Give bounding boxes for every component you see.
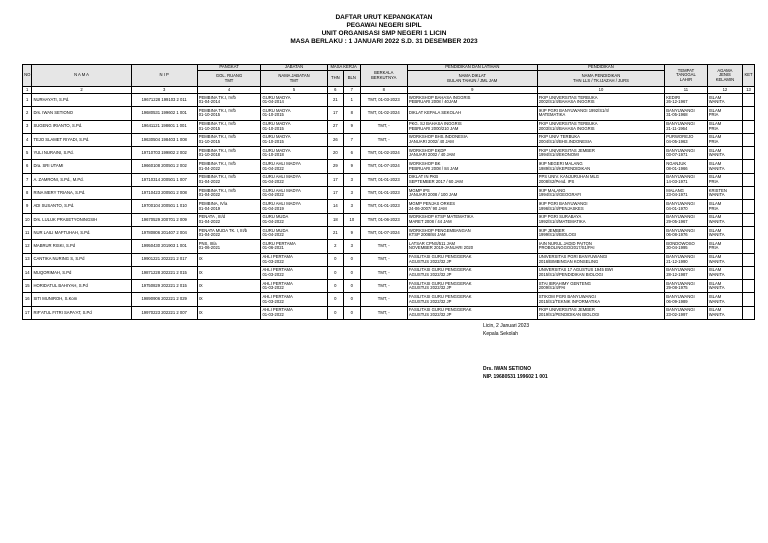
col-ket: KET: [743, 65, 755, 87]
table-row: [23, 280, 755, 293]
table-row: [23, 187, 755, 200]
col-bln: BLN: [344, 71, 361, 87]
table-cell: Drs. IWAN SETIONO: [32, 107, 131, 120]
table-cell: BANYUWANGI 31-05-1968: [665, 107, 708, 120]
table-cell: ISLAM PRIA: [707, 200, 742, 213]
table-cell: 19660108 200501 2 002: [131, 160, 197, 173]
table-cell: PURWOREJO 04-05-1963: [665, 133, 708, 146]
table-cell: KRISTEN WANITA: [707, 187, 742, 200]
table-cell: DIKLAT KEPALA SEKOLAH: [407, 107, 537, 120]
table-cell: PENATA MUDA TK. I, III/b 01-04-2022: [197, 226, 261, 239]
table-cell: 6: [23, 160, 32, 173]
table-cell: TMT, -: [360, 133, 407, 146]
table-cell: GURU MADYA 01-04-2014: [261, 94, 327, 107]
table-row: [23, 173, 755, 186]
table-cell: PEMBINA TK.I, IV/b 01-04-2022: [197, 160, 261, 173]
table-cell: ISLAM WANITA: [707, 280, 742, 293]
table-cell: TMT, -: [360, 120, 407, 133]
table-cell: MGMP IPS JANUARI 2008 / 100 JAM: [407, 187, 537, 200]
table-cell: ISLAM PRIA: [707, 240, 742, 253]
table-cell: 29: [327, 160, 344, 173]
table-cell: 19670529 200701 2 009: [131, 213, 197, 226]
table-row: [23, 226, 755, 239]
signature-role: Kepala Sekolah: [483, 331, 519, 337]
table-cell: GURU MUDA 01-04-2022: [261, 226, 327, 239]
table-cell: NURHAYATI, S.Pd.: [32, 94, 131, 107]
table-cell: [743, 266, 755, 279]
table-cell: IKIP PGRI BANYUWANGI 1992/S1/4/ MATEMATIKA: [537, 107, 665, 120]
table-row: [23, 160, 755, 173]
table-cell: SITI MUNIROH, S.Kom: [32, 293, 131, 306]
table-cell: 19671228 199103 2 011: [131, 94, 197, 107]
table-cell: [743, 240, 755, 253]
table-cell: BANYUWANGI 06-08-1976: [665, 226, 708, 239]
table-cell: 4: [23, 133, 32, 146]
table-cell: IX: [197, 306, 261, 319]
table-cell: 3: [344, 240, 361, 253]
table-cell: 19970223 202221 2 007: [131, 306, 197, 319]
table-cell: 17: [23, 306, 32, 319]
table-cell: FASILITASI GURU PENGGERAK AGUSTUS 2022/32 JP: [407, 293, 537, 306]
table-cell: IKIP NEGERI MALANG 1989/S1/4/KEPENDIDIKAN: [537, 160, 665, 173]
table-cell: GURU MADYA 01-10-2018: [261, 147, 327, 160]
table-cell: 0: [344, 253, 361, 266]
table-cell: TMT, 01-01-2023: [360, 200, 407, 213]
table-cell: BANYUWANGI 29-05-1967: [665, 213, 708, 226]
table-cell: PEMBINA TK.I, IV/b 01-04-2022: [197, 173, 261, 186]
table-cell: AHLI PERTAMA 01-03-2022: [261, 253, 327, 266]
table-cell: SUGENG IRIANTO, S.Pd.: [32, 120, 131, 133]
table-cell: PNS, III/a 01-06-2021: [197, 240, 261, 253]
table-cell: [743, 226, 755, 239]
table-cell: BANYUWANGI 03-07-1971: [665, 147, 708, 160]
table-cell: PPS UNIV. KANJURUHAN MLG 2008/S2/Pend. IPS: [537, 173, 665, 186]
table-cell: TMT, -: [360, 266, 407, 279]
table-cell: 17: [327, 107, 344, 120]
table-cell: BANYUWANGI 21-12-1990: [665, 253, 708, 266]
table-row: [23, 293, 755, 306]
table-cell: IAIN NURUL JADID PAITON PROBOLINGGO/2017/S1/PAI: [537, 240, 665, 253]
table-cell: 9: [23, 200, 32, 213]
table-cell: ISLAM WANITA: [707, 266, 742, 279]
table-cell: 0: [327, 306, 344, 319]
table-cell: TMT, -: [360, 306, 407, 319]
table-cell: 0: [327, 293, 344, 306]
table-cell: 19750829 202221 2 015: [131, 280, 197, 293]
table-cell: MABRUR RISKI, S.Pd: [32, 240, 131, 253]
table-cell: 0: [327, 253, 344, 266]
table-cell: 3: [23, 120, 32, 133]
table-cell: 27: [327, 120, 344, 133]
table-cell: ISLAM WANITA: [707, 306, 742, 319]
table-cell: FKIP UNIVERSITAS JEMBER 1994/S1/4/EKONOMI: [537, 147, 665, 160]
table-cell: 19950430 201903 1 001: [131, 240, 197, 253]
table-cell: NUR LAILI MAFTUHAH, S.Pd.: [32, 226, 131, 239]
signature-name: Drs. IWAN SETIONO: [483, 366, 532, 372]
table-cell: [743, 120, 755, 133]
table-cell: GURU MADYA 01-10-2015: [261, 120, 327, 133]
col-nama-jabatan: NAMA JABATAN TMT: [261, 71, 327, 87]
table-cell: TMT, 01-07-2024: [360, 226, 407, 239]
table-cell: 8: [344, 107, 361, 120]
table-cell: 19890906 202221 2 029: [131, 293, 197, 306]
table-cell: IKIP JEMBER 1999/S1/4/BIOLOGI: [537, 226, 665, 239]
table-cell: AHLI PERTAMA 01-03-2022: [261, 280, 327, 293]
table-cell: IKIP PGRI SURABAYA 1992/S1/4/MATEMATIKA: [537, 213, 665, 226]
table-cell: 21: [327, 226, 344, 239]
table-cell: WORKSHOP PENGEMBANGAN KTSP 2008/84 JAM: [407, 226, 537, 239]
table-cell: 19630504 198403 1 008: [131, 133, 197, 146]
table-cell: Dra. SRI UTAMI: [32, 160, 131, 173]
table-cell: 19780806 201407 2 004: [131, 226, 197, 239]
table-cell: 17: [327, 173, 344, 186]
table-cell: 5: [23, 147, 32, 160]
table-cell: [743, 107, 755, 120]
table-cell: DIKLAT IN PKB SEPTEMBER 2017 / 60 JAM: [407, 173, 537, 186]
table-cell: MALANG 23-04-1971: [665, 187, 708, 200]
table-cell: [743, 160, 755, 173]
table-row: [23, 253, 755, 266]
table-cell: PEMBINA TK.I, IV/b 01-10-2018: [197, 147, 261, 160]
table-cell: 0: [327, 280, 344, 293]
table-cell: [743, 147, 755, 160]
table-cell: 19710703 199802 2 002: [131, 147, 197, 160]
table-row: [23, 107, 755, 120]
col-berkala: BERKALA BERKUTNYA: [360, 65, 407, 87]
table-cell: KEDIRI 26-12-1967: [665, 94, 708, 107]
table-row: [23, 133, 755, 146]
table-cell: 2: [23, 107, 32, 120]
table-cell: FASILITASI GURU PENGGERAK AGUSTUS 2022/32 JP: [407, 266, 537, 279]
table-cell: WORKSHOP BAHASA INGGRIS PEBRUARI 2008 / 40JAM: [407, 94, 537, 107]
table-cell: TMT, 01-06-2023: [360, 213, 407, 226]
table-cell: TMT, 01-01-2023: [360, 173, 407, 186]
doc-title-1: DAFTAR URUT KEPANGKATAN: [335, 14, 433, 21]
table-cell: TMT, 01-07-2024: [360, 160, 407, 173]
table-cell: ISLAM WANITA: [707, 147, 742, 160]
table-cell: 8: [23, 187, 32, 200]
table-cell: GURU AHLI MADYA 01-04-2019: [261, 200, 327, 213]
table-cell: 26: [327, 133, 344, 146]
table-cell: TEJO SLAMET RIYADI, S.Pd.: [32, 133, 131, 146]
table-row: [23, 306, 755, 319]
table-cell: AHLI PERTAMA 01-03-2022: [261, 306, 327, 319]
table-cell: 9: [344, 120, 361, 133]
table-cell: IX: [197, 266, 261, 279]
table-cell: 19710423 200501 2 008: [131, 187, 197, 200]
table-row: [23, 240, 755, 253]
table-cell: 20: [327, 147, 344, 160]
table-cell: PEMBINA TK.I, IV/b 01-10-2015: [197, 133, 261, 146]
doc-title-3: UNIT ORGANISASI SMP NEGERI 1 LICIN: [321, 30, 447, 37]
doc-title-2: PEGAWAI NEGERI SIPIL: [346, 22, 422, 29]
col-agama: AGAMA JENIS KELAMIN: [707, 65, 742, 87]
table-cell: 14: [327, 200, 344, 213]
table-cell: BANYUWANGI 29-08-1975: [665, 280, 708, 293]
table-cell: 0: [344, 306, 361, 319]
table-cell: ISLAM PRIA: [707, 107, 742, 120]
table-cell: IKIP PGRI BANYUWANGI 1996/S1/4/PENJASKES: [537, 200, 665, 213]
table-cell: ISLAM PRIA: [707, 133, 742, 146]
table-cell: HORIDATUL BAHIYAH, S.Pd: [32, 280, 131, 293]
table-cell: UNIVERSITAS 17 AGUSTUS 1945 BWI 2015/S1/4/PENDIDIKAN BIOLOGI: [537, 266, 665, 279]
table-cell: IX: [197, 280, 261, 293]
table-cell: BANYUWANGI 04-01-1970: [665, 200, 708, 213]
table-cell: BONDOWOSO 30-04-1995: [665, 240, 708, 253]
table-cell: TMT, 01-02-2024: [360, 107, 407, 120]
table-cell: TMT, 01-01-2023: [360, 187, 407, 200]
rank-table: [22, 64, 755, 320]
table-cell: ISLAM WANITA: [707, 160, 742, 173]
col-nama-diklat: NAMA DIKLAT BULAN TAHUN / JML JAM: [407, 71, 537, 87]
table-cell: 7: [23, 173, 32, 186]
table-row: [23, 94, 755, 107]
table-cell: 15: [23, 280, 32, 293]
table-cell: MGMP PENJAS ORKES 24-06-2007/ 90 JAM: [407, 200, 537, 213]
table-cell: IKIP MALANG 1994/S1/4/GEOGRAFI: [537, 187, 665, 200]
table-cell: 21: [327, 94, 344, 107]
table-cell: 16: [23, 293, 32, 306]
table-cell: AHLI PERTAMA 01-03-2022: [261, 266, 327, 279]
table-cell: [743, 253, 755, 266]
table-cell: [743, 213, 755, 226]
col-thn: THN: [327, 71, 344, 87]
table-cell: IX: [197, 253, 261, 266]
table-cell: MUQORIMAH, S.Pd: [32, 266, 131, 279]
col-nama-pendidikan: NAMA PENDIDIKAN THN LLS / TK.IJAZAH / JURS: [537, 71, 665, 87]
table-cell: BANYUWANGI 21-11-1964: [665, 120, 708, 133]
table-cell: 13: [23, 253, 32, 266]
table-cell: ISLAM WANITA: [707, 253, 742, 266]
table-cell: [743, 280, 755, 293]
table-cell: GURU PERTAMA 01-06-2021: [261, 240, 327, 253]
table-cell: PEMBINA, IV/a 01-04-2019: [197, 200, 261, 213]
signature-nip: NIP. 19680531 199602 1 001: [483, 374, 548, 380]
table-cell: FKIP UNIVERSITAS TERBUKA 2003/S1/4/BAHASA INGGRIS: [537, 120, 665, 133]
table-cell: ISLAM WANITA: [707, 213, 742, 226]
table-cell: 18: [327, 213, 344, 226]
signature-place-date: Licin, 2 Januari 2023: [483, 323, 530, 329]
table-cell: 9: [344, 226, 361, 239]
col-tempat: TEMPAT TANGGAL LAHIR: [665, 65, 708, 87]
table-cell: 6: [344, 147, 361, 160]
table-cell: ISLAM PRIA: [707, 173, 742, 186]
table-cell: PEMBINA TK.I, IV/b 01-10-2015: [197, 120, 261, 133]
table-row: [23, 200, 755, 213]
table-cell: GURU AHLI MADYA 01-04-2022: [261, 173, 327, 186]
table-cell: 0: [327, 266, 344, 279]
table-cell: NGANJUK 08-01-1966: [665, 160, 708, 173]
col-pendidikan: PENDIDIKAN: [537, 65, 665, 71]
table-cell: PEMBINA TK.I, IV/b 01-04-2022: [197, 187, 261, 200]
table-cell: RINA MERY TRIANA, S.Pd.: [32, 187, 131, 200]
table-cell: UNIVERSITAS PGRI BANYUWANGI 2016/BIMBINGAN KONSELING: [537, 253, 665, 266]
table-cell: TMT, -: [360, 253, 407, 266]
table-cell: TMT, -: [360, 240, 407, 253]
table-cell: 17: [327, 187, 344, 200]
table-row: [23, 266, 755, 279]
table-cell: WORKSHOP EKDP JANUARI 2002 / 40 JAM: [407, 147, 537, 160]
table-cell: [743, 293, 755, 306]
table-cell: FASILITASI GURU PENGGERAK AGUSTUS 2022/32 JP: [407, 253, 537, 266]
col-nip: N I P: [131, 65, 197, 87]
table-cell: ISLAM WANITA: [707, 94, 742, 107]
table-cell: GURU MUDA 01-04-2022: [261, 213, 327, 226]
table-cell: 1: [344, 94, 361, 107]
table-cell: ISLAM WANITA: [707, 293, 742, 306]
table-cell: FKIP UNIVERSITAS TERBUKA 2002/S1/4/BAHASA INGGRIS: [537, 94, 665, 107]
table-cell: LATSAR CPNS/511 JAM NOVEMBER 2019-JANUARI 2020: [407, 240, 537, 253]
col-masa-kerja: MASA KERJA: [327, 65, 360, 71]
table-cell: FASILITASI GURU PENGGERAK AGUSTUS 2022/32 JP: [407, 280, 537, 293]
table-row: [23, 120, 755, 133]
table-cell: Drs. LULUK PRASETYONINGSIH: [32, 213, 131, 226]
table-cell: 19710314 200501 1 007: [131, 173, 197, 186]
table-cell: IX: [197, 293, 261, 306]
col-gol: GOL. RUANG TMT: [197, 71, 261, 87]
table-cell: ISLAM WANITA: [707, 226, 742, 239]
table-cell: AHLI PERTAMA 01-03-2022: [261, 293, 327, 306]
table-cell: 10: [23, 213, 32, 226]
table-cell: GURU MADYA 01-10-2015: [261, 133, 327, 146]
table-cell: 19680531 199602 1 001: [131, 107, 197, 120]
table-cell: 0: [344, 280, 361, 293]
table-cell: FKIP UNIV TERBUKA 2004/S1/4/BHS.INDONESIA: [537, 133, 665, 146]
col-nama: N A M A: [32, 65, 131, 87]
table-cell: TMT, -: [360, 280, 407, 293]
table-cell: [743, 200, 755, 213]
col-pangkat: PANGKAT: [197, 65, 261, 71]
table-cell: 7: [344, 133, 361, 146]
table-cell: 19871228 202221 2 015: [131, 266, 197, 279]
table-cell: CANTIKA NURING S, S.Pd: [32, 253, 131, 266]
table-cell: PENATA , III/d 01-04-2022: [197, 213, 261, 226]
table-cell: WORKSHOP KTSP MATEMATIKA MARET 2008 / 44 JAM: [407, 213, 537, 226]
table-cell: ADI SUSANTO, S.Pd.: [32, 200, 131, 213]
table-cell: STAI IBRAHIMY GENTENG 2009/S1/4/PAI: [537, 280, 665, 293]
table-cell: 9: [344, 160, 361, 173]
table-cell: TMT, 01-02-2024: [360, 147, 407, 160]
table-cell: FKIP UNIVERSITAS JEMBER 2019/S1/PENDIDIKAN BIOLOGI: [537, 306, 665, 319]
table-cell: STIKOM PGRI BANYUWANGI 2015/S1/TEKNIK INFORMATIKA: [537, 293, 665, 306]
table-cell: GURU AHLI MADYA 01-04-2022: [261, 160, 327, 173]
table-cell: WORKSHOP BHS.INDONESIA JANUARI 2002/ 40 JAM: [407, 133, 537, 146]
table-cell: RIF'ATUL FITRI SAPA'AT, S.Pd: [32, 306, 131, 319]
table-cell: 2: [327, 240, 344, 253]
table-cell: [743, 133, 755, 146]
table-cell: 3: [344, 187, 361, 200]
col-no: NO: [23, 65, 32, 87]
table-cell: 10: [344, 213, 361, 226]
table-cell: [743, 173, 755, 186]
table-cell: 0: [344, 293, 361, 306]
table-cell: BANYUWANGI 23-02-1997: [665, 306, 708, 319]
table-cell: 3: [344, 200, 361, 213]
table-cell: [743, 306, 755, 319]
table-cell: 19641121 198601 1 001: [131, 120, 197, 133]
table-cell: GURU AHLI MADYA 01-04-2022: [261, 187, 327, 200]
col-diklat: PENDIDIKAN DAN LATIHAN: [407, 65, 537, 71]
table-cell: [743, 94, 755, 107]
col-jabatan: JABATAN: [261, 65, 327, 71]
table-cell: ISLAM PRIA: [707, 120, 742, 133]
table-cell: YULI NURAINI, S.Pd.: [32, 147, 131, 160]
column-number-row: 1 2 3 4 5 6 7 8 9 10 11 12 13: [23, 87, 755, 94]
table-cell: BANYUWANGI 06-09-1989: [665, 293, 708, 306]
table-cell: WORKSHOP BK PEBRUARI 2008 / 84 JAM: [407, 160, 537, 173]
table-cell: PKG. SJ BAHASA INGGRIS PEBRUARI 2000/210 JAM: [407, 120, 537, 133]
table-cell: PEMBINA TK.I, IV/b 01-04-2014: [197, 94, 261, 107]
table-cell: FASILITASI GURU PENGGERAK AGUSTUS 2022/32 JP: [407, 306, 537, 319]
table-cell: TMT, -: [360, 293, 407, 306]
table-row: [23, 147, 755, 160]
table-cell: BANYUWANGI 28-12-1987: [665, 266, 708, 279]
table-cell: GURU MADYA 01-10-2015: [261, 107, 327, 120]
table-row: [23, 213, 755, 226]
table-cell: 1: [23, 94, 32, 107]
table-cell: PEMBINA TK.I, IV/b 01-10-2015: [197, 107, 261, 120]
table-cell: 11: [23, 226, 32, 239]
doc-title-4: MASA BERLAKU : 1 JANUARI 2022 S.D. 31 DESEMBER 2023: [290, 38, 478, 45]
table-cell: 0: [344, 266, 361, 279]
table-cell: [743, 187, 755, 200]
table-cell: 3: [344, 173, 361, 186]
table-cell: 14: [23, 266, 32, 279]
table-cell: A. ZAMRONI, S.Pd., M.Pd.: [32, 173, 131, 186]
table-cell: 19700104 200501 1 010: [131, 200, 197, 213]
table-cell: 19901221 202221 2 017: [131, 253, 197, 266]
table-cell: 12: [23, 240, 32, 253]
table-cell: TMT, 01-03-2023: [360, 94, 407, 107]
table-cell: BANYUWANGI 14-03-1971: [665, 173, 708, 186]
